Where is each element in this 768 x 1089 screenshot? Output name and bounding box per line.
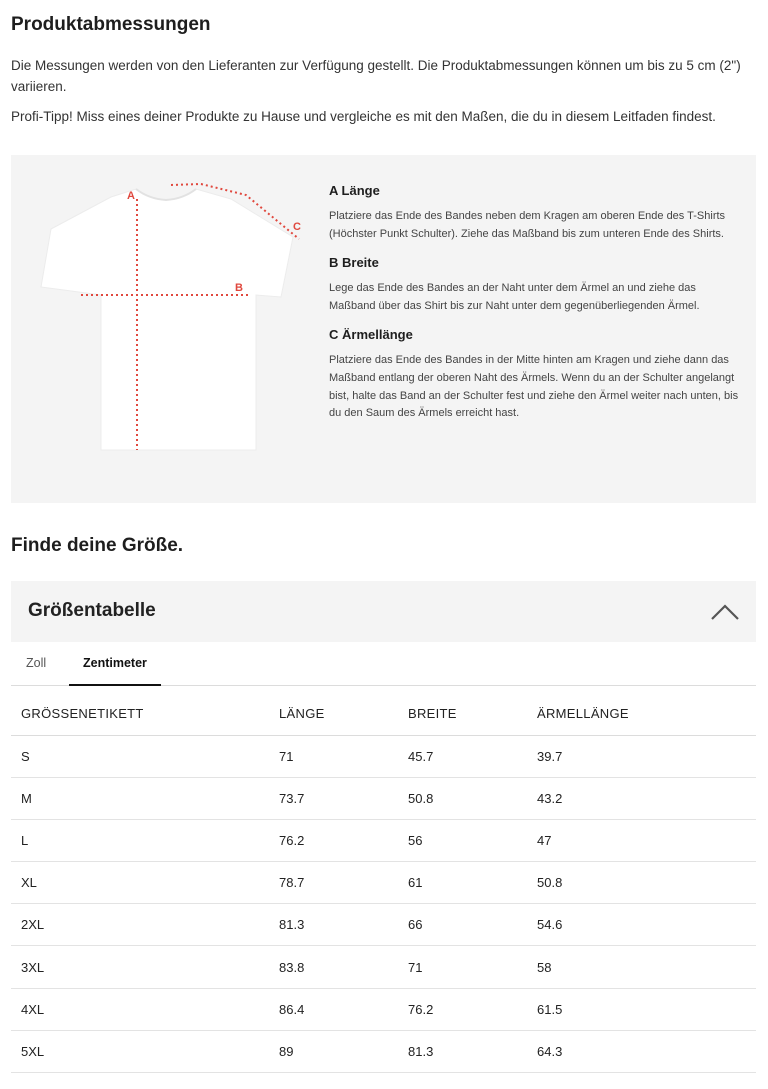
column-header-length: LÄNGE [279,692,408,735]
cell-length: 73.7 [279,777,408,819]
cell-length: 78.7 [279,862,408,904]
cell-size: 2XL [11,904,279,946]
width-heading: B Breite [329,255,379,271]
cell-sleeve: 64.3 [537,1030,756,1072]
cell-sleeve: 61.5 [537,988,756,1030]
measurement-guide [11,155,756,503]
sleeve-instruction: Platziere das Ende des Bandes in der Mitte hinten am Kragen und ziehe dann das Maßband entlang der oberen Naht des Ärmels. Wenn du an der Schulter angelangt bist, halte das Band an der Schulter fest und ziehe den Ärmel weiter nach unten, bis du den Saum des Ärmels erreicht hast. [329,354,739,420]
length-instruction: Platziere das Ende des Bandes neben dem Kragen am oberen Ende des T-Shirts (Höchster Punkt Schulter). Ziehe das Maßband bis zum unteren Ende des Shirts. [329,210,726,240]
cell-length: 89 [279,1030,408,1072]
cell-length: 76.2 [279,819,408,861]
chevron-up-icon[interactable] [710,599,740,623]
cell-length: 71 [279,735,408,777]
cell-sleeve: 58 [537,946,756,988]
cell-size: XL [11,862,279,904]
cell-width: 81.3 [408,1030,537,1072]
tab-zoll[interactable]: Zoll [26,656,47,670]
table-row [11,735,756,777]
cell-width: 76.2 [408,988,537,1030]
cell-width: 71 [408,946,537,988]
cell-sleeve: 50.8 [537,862,756,904]
cell-size: M [11,777,279,819]
cell-width: 56 [408,819,537,861]
cell-size: 4XL [11,988,279,1030]
cell-width: 66 [408,904,537,946]
intro-text: Die Messungen werden von den Lieferanten zur Verfügung gestellt. Die Produktabmessungen können um bis zu 5 cm (2") variieren. [11,58,741,94]
table-row [11,862,756,904]
cell-sleeve: 47 [537,819,756,861]
cell-width: 45.7 [408,735,537,777]
cell-sleeve: 43.2 [537,777,756,819]
table-row [11,904,756,946]
tshirt-diagram [31,167,321,457]
table-row [11,988,756,1030]
cell-length: 81.3 [279,904,408,946]
cell-width: 50.8 [408,777,537,819]
length-heading: A Länge [329,183,380,198]
label-b: B [235,282,243,294]
column-header-width: BREITE [408,692,537,735]
cell-width: 61 [408,862,537,904]
tshirt-shape [41,189,293,450]
cell-size: S [11,735,279,777]
sleeve-heading: C Ärmellänge [329,327,413,343]
label-c: C [293,221,301,233]
table-row [11,946,756,988]
tip-text: Profi-Tipp! Miss eines deiner Produkte zu Hause und vergleiche es mit den Maßen, die du in diesem Leitfaden findest. [11,109,716,124]
column-header-size-label: GRÖSSENETIKETT [11,692,279,735]
cell-size: 3XL [11,946,279,988]
label-a: A [127,190,135,202]
page-title: Produktabmessungen [11,14,211,35]
table-header-row [11,692,756,735]
cell-size: L [11,819,279,861]
cell-length: 86.4 [279,988,408,1030]
find-size-title: Finde deine Größe. [11,535,184,556]
cell-size: 5XL [11,1030,279,1072]
measure-instructions [329,183,739,435]
size-chart-accordion[interactable] [11,581,756,642]
width-instruction: Lege das Ende des Bandes an der Naht unter dem Ärmel an und ziehe das Maßband über das Shirt bis zur Naht unter dem gegenüberliegenden Ärmel. [329,282,700,312]
size-chart-title: Größentabelle [28,600,156,621]
column-header-sleeve: ÄRMELLÄNGE [537,692,756,735]
table-row [11,819,756,861]
table-row [11,1030,756,1072]
cell-length: 83.8 [279,946,408,988]
tab-zentimeter[interactable]: Zentimeter [69,656,161,686]
unit-tabs [11,650,756,686]
cell-sleeve: 39.7 [537,735,756,777]
size-table [11,692,756,1073]
cell-sleeve: 54.6 [537,904,756,946]
table-row [11,777,756,819]
